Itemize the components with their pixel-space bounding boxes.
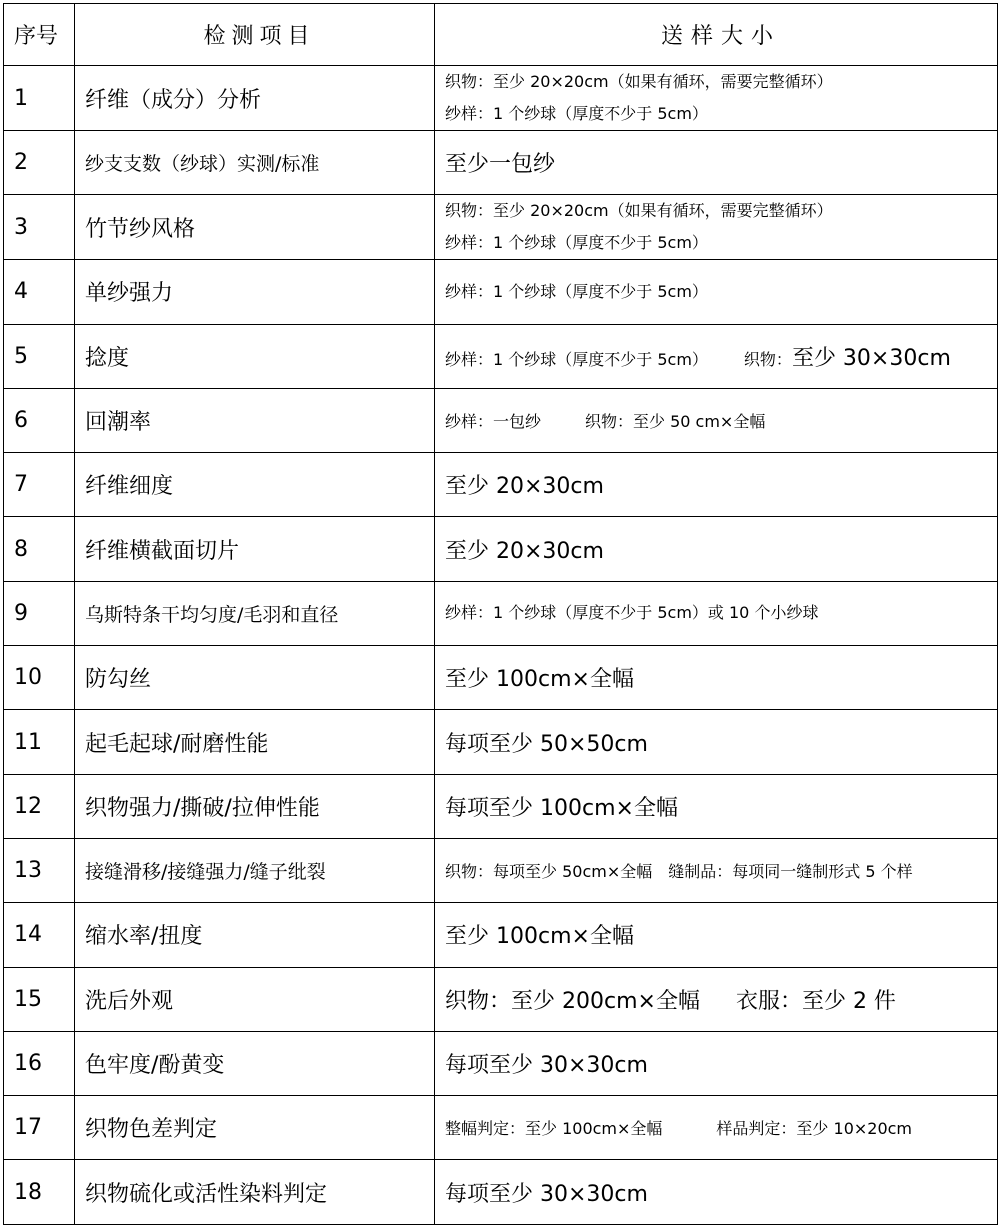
sample-size xyxy=(435,646,998,710)
row-number: 9 xyxy=(4,581,75,645)
test-item: 接缝滑移/接缝强力/缝子纰裂 xyxy=(75,838,435,902)
sample-size-line: 每项至少 30×30cm xyxy=(445,1053,648,1078)
table-row xyxy=(4,710,998,774)
row-number: 13 xyxy=(4,838,75,902)
sample-size xyxy=(435,517,998,581)
header-sample-size: 送样大小 xyxy=(435,4,998,66)
sample-size xyxy=(435,324,998,388)
test-item: 纤维横截面切片 xyxy=(75,517,435,581)
test-item: 色牢度/酚黄变 xyxy=(75,1031,435,1095)
sample-size-line: 织物：至少 20×20cm（如果有循环，需要完整循环） xyxy=(445,201,833,221)
test-item: 起毛起球/耐磨性能 xyxy=(75,710,435,774)
test-item: 织物强力/撕破/拉伸性能 xyxy=(75,774,435,838)
table-row xyxy=(4,1160,998,1224)
table-row xyxy=(4,1096,998,1160)
row-number: 5 xyxy=(4,324,75,388)
sample-size xyxy=(435,774,998,838)
header-test-item: 检测项目 xyxy=(75,4,435,66)
row-number: 12 xyxy=(4,774,75,838)
sample-size-line: 至少 20×30cm xyxy=(445,538,604,564)
row-number: 15 xyxy=(4,967,75,1031)
test-item: 乌斯特条干均匀度/毛羽和直径 xyxy=(75,581,435,645)
test-item: 捻度 xyxy=(75,324,435,388)
sample-size xyxy=(435,903,998,967)
sample-size xyxy=(435,195,998,260)
test-item: 纱支支数（纱球）实测/标准 xyxy=(75,131,435,195)
row-number: 11 xyxy=(4,710,75,774)
sample-size-line: 每项至少 50×50cm xyxy=(445,731,648,757)
table-row xyxy=(4,66,998,131)
table-row xyxy=(4,903,998,967)
sample-size-line: 纱样：1 个纱球（厚度不少于 5cm） xyxy=(445,233,708,253)
row-number: 8 xyxy=(4,517,75,581)
row-number: 16 xyxy=(4,1031,75,1095)
test-item: 单纱强力 xyxy=(75,260,435,324)
test-item: 回潮率 xyxy=(75,388,435,452)
sample-size-line: 织物：至少 20×20cm（如果有循环，需要完整循环） xyxy=(445,72,833,91)
sample-size-segment: 缝制品：每项同一缝制形式 5 个样 xyxy=(668,862,913,882)
sample-size xyxy=(435,388,998,452)
sample-size xyxy=(435,1160,998,1224)
sample-size xyxy=(435,453,998,517)
sample-size-line: 至少 100cm×全幅 xyxy=(445,924,634,950)
sample-requirements-table xyxy=(3,3,998,1225)
row-number: 7 xyxy=(4,453,75,517)
table-row xyxy=(4,774,998,838)
table-row xyxy=(4,1031,998,1095)
row-number: 4 xyxy=(4,260,75,324)
sample-size xyxy=(435,710,998,774)
table-row xyxy=(4,324,998,388)
sample-size-segment: 样品判定：至少 10×20cm xyxy=(716,1119,913,1139)
test-item: 织物色差判定 xyxy=(75,1096,435,1160)
row-number: 14 xyxy=(4,903,75,967)
sample-size xyxy=(435,131,998,195)
test-item: 竹节纱风格 xyxy=(75,195,435,260)
sample-size-line: 至少 100cm×全幅 xyxy=(445,667,634,693)
sample-size-line: 至少 20×30cm xyxy=(445,474,604,500)
table-row xyxy=(4,967,998,1031)
table-row xyxy=(4,517,998,581)
sample-size xyxy=(435,260,998,324)
sample-size-segment: 纱样：一包纱 xyxy=(445,412,542,432)
table-row xyxy=(4,388,998,452)
row-number: 3 xyxy=(4,195,75,260)
sample-size-line: 每项至少 30×30cm xyxy=(445,1181,648,1207)
sample-size xyxy=(435,1031,998,1095)
sample-size xyxy=(435,581,998,645)
sample-size-line: 纱样：1 个纱球（厚度不少于 5cm）或 10 个小纱球 xyxy=(445,603,819,623)
table-row xyxy=(4,646,998,710)
test-item: 纤维（成分）分析 xyxy=(75,66,435,131)
table-row xyxy=(4,453,998,517)
sample-size xyxy=(435,967,998,1031)
sample-size-line: 每项至少 100cm×全幅 xyxy=(445,795,678,821)
sample-size-segment: 整幅判定：至少 100cm×全幅 xyxy=(445,1119,663,1139)
sample-size-segment: 至少 30×30cm xyxy=(791,345,951,371)
sample-size-segment: 衣服：至少 2 件 xyxy=(735,988,896,1014)
sample-size xyxy=(435,1096,998,1160)
row-number: 1 xyxy=(4,66,75,131)
test-item: 织物硫化或活性染料判定 xyxy=(75,1160,435,1224)
test-item: 防勾丝 xyxy=(75,646,435,710)
sample-size-segment: 织物：至少 200cm×全幅 xyxy=(445,988,700,1014)
sample-size-line: 纱样：1 个纱球（厚度不少于 5cm） xyxy=(445,281,708,301)
sample-size-line: 纱样：1 个纱球（厚度不少于 5cm） xyxy=(445,104,708,123)
test-item: 缩水率/扭度 xyxy=(75,903,435,967)
table-row xyxy=(4,260,998,324)
sample-size xyxy=(435,838,998,902)
table-row xyxy=(4,131,998,195)
table-row xyxy=(4,195,998,260)
row-number: 10 xyxy=(4,646,75,710)
table-row xyxy=(4,581,998,645)
sample-size-line: 至少一包纱 xyxy=(445,152,556,178)
sample-size xyxy=(435,66,998,131)
sample-size-segment: 织物：每项至少 50cm×全幅 xyxy=(445,862,653,882)
test-item: 洗后外观 xyxy=(75,967,435,1031)
table-header-row xyxy=(4,4,998,66)
sample-size-segment: 织物： xyxy=(743,349,792,369)
row-number: 2 xyxy=(4,131,75,195)
header-serial-number: 序号 xyxy=(4,4,75,66)
test-item: 纤维细度 xyxy=(75,453,435,517)
row-number: 18 xyxy=(4,1160,75,1224)
row-number: 17 xyxy=(4,1096,75,1160)
table-row xyxy=(4,838,998,902)
sample-size-segment: 织物：至少 50 cm×全幅 xyxy=(585,412,766,432)
row-number: 6 xyxy=(4,388,75,452)
sample-size-segment: 纱样：1 个纱球（厚度不少于 5cm） xyxy=(445,349,708,369)
